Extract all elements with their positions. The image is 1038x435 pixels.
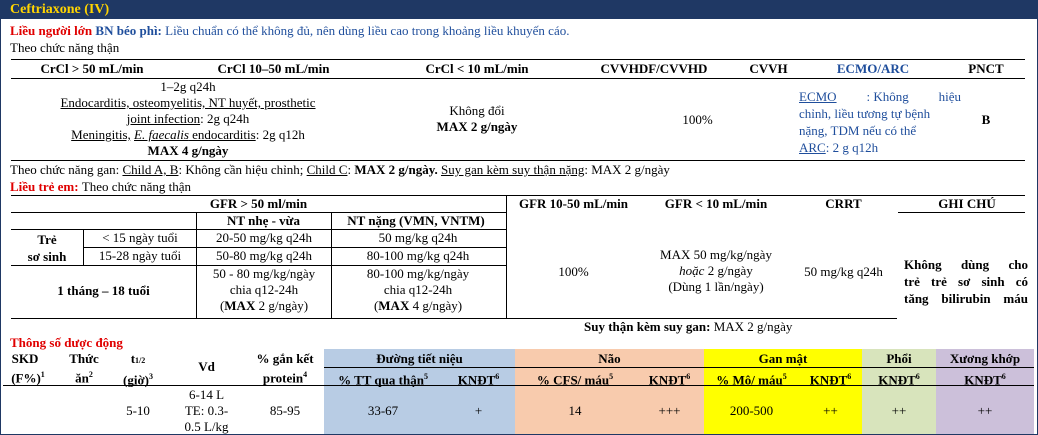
obese-label: BN béo phì: [95, 23, 162, 38]
peds-subcol-mild: NT nhẹ - vừa [227, 213, 300, 228]
note-line1: Không dùng cho [904, 257, 1028, 272]
no-change-text: Không đổi [449, 103, 505, 118]
peds-col-note: GHI CHÚ [938, 196, 996, 211]
pk-col-halflife [113, 351, 163, 388]
pk-val-kndt-2: +++ [658, 403, 681, 418]
pk-val-kndt-1: + [474, 403, 483, 418]
sup-6c: 6 [847, 372, 852, 381]
peds-col-crrt: CRRT [825, 196, 862, 211]
vd-line2: TE: 0.3- [184, 403, 229, 418]
ecmo-line-4: : 2 g q12h [825, 140, 879, 155]
vd-line1: 6-14 L [188, 387, 225, 402]
peds-col-gfr-gt50: GFR > 50 ml/min [209, 196, 308, 211]
peds-col-gfr-10-50: GFR 10-50 mL/min [518, 196, 629, 211]
hepatic-renal-max: : MAX 2 g/ngày [584, 162, 670, 177]
peds-age-2: 15-28 ngày tuổi [98, 248, 182, 263]
hepatic-max: MAX 2 g/ngày. [354, 162, 438, 177]
mild3-line1: 50 - 80 mg/kg/ngày [212, 266, 316, 281]
peds-heading: Liều trẻ em: [10, 179, 82, 194]
pk-group-urinary: Đường tiết niệu [376, 351, 463, 366]
adult-crrt-value: 100% [682, 112, 713, 127]
sup-5c: 5 [782, 372, 787, 381]
pk-header-rule [3, 385, 1034, 386]
indication-meningitis: Meningitis, [71, 127, 131, 142]
hepatic-colon: : [347, 162, 355, 177]
gfrlt10-line2: 2 g/ngày [704, 263, 753, 278]
pk-col-vd: Vd [198, 359, 215, 374]
renal-hepatic-label: Suy thận kèm suy gan: [584, 319, 711, 334]
protein-line1: % gắn kết [256, 351, 314, 366]
adult-renal-caption: Theo chức năng thận [10, 40, 120, 55]
sub-kndt1-text: KNĐT [457, 372, 496, 388]
pk-val-kndt-5: ++ [977, 403, 993, 418]
peds-subcol-severe: NT nặng (VMN, VNTM) [347, 213, 485, 228]
adult-pnct-value: B [981, 112, 991, 127]
gfrlt10-line1: MAX 50 mg/kg/ngày [660, 247, 772, 262]
pk-val-protein: 85-95 [269, 403, 301, 418]
sub-tissue-text: % Mô/ máu [716, 372, 783, 388]
pk-val-kndt-3: ++ [823, 403, 838, 418]
sup-3: 3 [148, 372, 153, 381]
hepatic-no-adjust: : Không cần hiệu chỉnh; [178, 162, 307, 177]
peds-note-value [904, 256, 1028, 307]
food-line1: Thức [69, 351, 99, 366]
pk-col-skd2 [3, 367, 53, 386]
dose-meningitis: : 2g q12h [255, 127, 305, 142]
indication-endocarditis-2: endocarditis [188, 127, 256, 142]
pk-group-bone: Xương khớp [949, 351, 1021, 366]
pk-col-food [56, 351, 112, 386]
peds-row-neonate [11, 231, 83, 265]
gfrlt10-line3: (Dùng 1 lần/ngày) [668, 279, 764, 294]
pk-group-lung: Phổi [886, 351, 912, 366]
adult-table-top-rule [11, 59, 1025, 60]
peds-age-3: 1 tháng – 18 tuổi [57, 283, 150, 298]
peds-gfr-10-50-value: 100% [558, 264, 589, 279]
food-line2: ăn [75, 370, 89, 386]
ecmo-line-3: nặng, TDM nếu có thể [799, 123, 917, 138]
indication-joint-infection: joint infection [126, 111, 201, 126]
ecmo-word-3: hiệu [938, 89, 961, 104]
sup-5: 5 [423, 372, 428, 381]
pk-val-vd [169, 387, 244, 435]
adult-col-ecmo: ECMO/ARC [836, 61, 910, 76]
pk-group-liver: Gan mật [758, 351, 808, 366]
indication-endocarditis: Endocarditis, osteomyelitis, NT huyết, prosthetic [60, 95, 316, 110]
lt10-max: MAX 2 g/ngày [436, 119, 518, 134]
adult-col-pnct: PNCT [968, 61, 1004, 76]
peds-renal-hepatic [584, 319, 792, 335]
peds-severe-2: 80-100 mg/kg q24h [366, 248, 470, 263]
peds-mild-3: 50 - 80 mg/kg/ngày chia q12-24h (MAX 2 g/ngày) [197, 266, 331, 314]
arc-word: ARC [799, 140, 826, 155]
pk-val-halflife: 5-10 [126, 403, 150, 418]
mild3-unit: 2 g/ngày) [255, 298, 309, 313]
peds-severe-3: 80-100 mg/kg/ngày chia q12-24h (MAX 4 g/ngày) [332, 266, 504, 314]
sev3-max: MAX [378, 298, 410, 313]
peds-severe-1: 50 mg/kg q24h [378, 230, 458, 245]
sup-6a: 6 [495, 372, 500, 381]
adult-col-crcl-gt50: CrCl > 50 mL/min [40, 61, 144, 76]
halflife-sub: 1/2 [135, 356, 146, 365]
ecmo-word-2: : Không [866, 89, 909, 104]
peds-age-1: < 15 ngày tuổi [102, 230, 178, 245]
peds-gfr-lt10-value [641, 247, 791, 295]
sub-csf-text: % CFS/ máu [536, 372, 610, 388]
adult-heading: Liều người lớn [10, 23, 93, 38]
pk-group-brain: Não [598, 351, 621, 366]
skd2-text: (F%) [11, 370, 41, 386]
sev3-line1: 80-100 mg/kg/ngày [366, 266, 470, 281]
adult-col-cvvh: CVVH [749, 61, 788, 76]
sub-kndt4-text: KNĐT [878, 372, 916, 388]
sub-kndt2-text: KNĐT [648, 372, 687, 388]
hepatic-label: Theo chức năng gan: [10, 162, 123, 177]
pk-col-skd [3, 351, 47, 367]
ecmo-line-2: chỉnh, liều tương tự bệnh [799, 106, 931, 121]
halflife-hours: (giờ) [123, 372, 149, 388]
mild3-max: MAX [224, 298, 256, 313]
neonate-label-2: sơ sinh [27, 249, 67, 264]
pk-val-csf: 14 [568, 403, 582, 418]
sub-kndt5-text: KNĐT [964, 372, 1002, 388]
vd-line3: 0.5 L/kg [184, 419, 229, 434]
sup-6b: 6 [686, 372, 691, 381]
ecmo-word: ECMO [799, 89, 837, 104]
sup-5b: 5 [609, 372, 614, 381]
pediatric-caption [10, 179, 191, 195]
halflife-t: t [130, 351, 136, 366]
neonate-label-1: Trẻ [37, 232, 57, 247]
adult-dose-normal [11, 79, 365, 159]
child-ab: Child A, B [122, 162, 179, 177]
sup-4: 4 [303, 370, 308, 379]
note-line3: tăng bilirubin máu [904, 291, 1028, 306]
obese-text: Liều chuẩn có thể không đủ, nên dùng liều cao trong khoảng liều khuyến cáo. [165, 23, 570, 38]
dose-joint-infection: : 2g q24h [200, 111, 250, 126]
pk-col-protein [247, 351, 323, 386]
sup-2: 2 [88, 370, 93, 379]
adult-col-cvvhdf: CVVHDF/CVVHD [600, 61, 708, 76]
pk-val-renal: 33-67 [367, 403, 399, 418]
peds-caption-text: Theo chức năng thận [81, 179, 192, 194]
adult-table-bottom-rule [11, 160, 1025, 161]
pk-val-tissue: 200-500 [729, 403, 774, 418]
hepatic-note [10, 162, 670, 178]
peds-mild-1: 20-50 mg/kg q24h [215, 230, 313, 245]
indication-faecalis: E. faecalis [134, 127, 189, 142]
sev3-line2: chia q12-24h [383, 282, 453, 297]
pk-heading-text: Thông số dược động [10, 335, 123, 350]
sev3-unit: 4 g/ngày) [409, 298, 463, 313]
adult-col-crcl-10-50: CrCl 10–50 mL/min [217, 61, 330, 76]
renal-hepatic-value: MAX 2 g/ngày [710, 319, 793, 334]
pk-heading [10, 335, 123, 351]
peds-col-gfr-lt10: GFR < 10 mL/min [664, 196, 768, 211]
adult-max-dose: MAX 4 g/ngày [147, 143, 229, 158]
protein-line2: protein [262, 370, 304, 386]
peds-note-rule [898, 212, 1025, 213]
note-line2: trẻ trẻ sơ sinh có [904, 274, 1028, 289]
pk-val-kndt-4: ++ [891, 403, 907, 418]
dose-standard: 1–2g q24h [160, 79, 216, 94]
peds-vrule-3 [506, 196, 507, 319]
peds-mild-2: 50-80 mg/kg q24h [215, 248, 313, 263]
adult-col-crcl-lt10: CrCl < 10 mL/min [425, 61, 529, 76]
sub-kndt3-text: KNĐT [809, 372, 848, 388]
sup-6e: 6 [1001, 372, 1006, 381]
adult-dose-crcl-lt10 [373, 103, 581, 135]
adult-obese-note [10, 23, 569, 39]
peds-crrt-value: 50 mg/kg q24h [804, 264, 883, 279]
mild3-line2: chia q12-24h [229, 282, 299, 297]
skd-text: SKD [11, 351, 39, 366]
gfrlt10-or: hoặc [679, 263, 705, 278]
hepatic-renal-failure: Suy gan kèm suy thận nặng [441, 162, 585, 177]
sup-6d: 6 [915, 372, 920, 381]
sup-1: 1 [40, 370, 45, 379]
child-c: Child C [306, 162, 348, 177]
drug-title: Ceftriaxone (IV) [1, 1, 1037, 19]
sub-renal-text: % TT qua thận [338, 372, 424, 388]
pk-group-rule [324, 367, 1034, 368]
